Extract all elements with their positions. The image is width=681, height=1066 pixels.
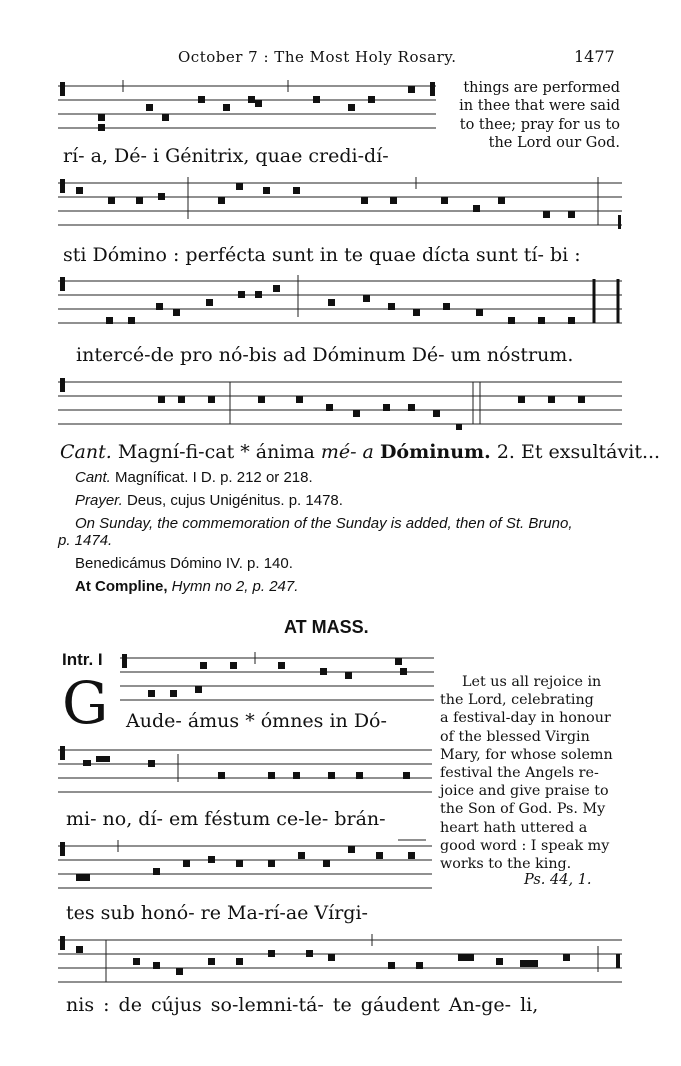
note-line: in thee that were said bbox=[459, 98, 620, 115]
chant-staff-5 bbox=[120, 650, 436, 708]
chant-staff-1 bbox=[58, 78, 438, 140]
canticle-text-italic: mé- a bbox=[320, 441, 374, 463]
translation-note-top bbox=[444, 79, 620, 153]
lyric-line: rí- a, Dé- i Génitrix, quae credi-dí- bbox=[63, 145, 389, 167]
note-line: to thee; pray for us to bbox=[459, 116, 620, 133]
chant-notation bbox=[58, 374, 624, 436]
rubric-label: Prayer. bbox=[75, 492, 123, 509]
para-line: good word : I speak my bbox=[440, 837, 610, 854]
note-line: things are performed bbox=[463, 80, 620, 96]
para-line: festival the Angels re- bbox=[440, 765, 599, 782]
para-line: joice and give praise to bbox=[440, 783, 609, 800]
canticle-text: Magní-fi-cat * ánima bbox=[117, 441, 315, 463]
chant-staff-3 bbox=[58, 273, 624, 335]
chant-notation bbox=[120, 650, 436, 708]
lyric-line: intercé-de pro nó-bis ad Dóminum Dé- um nóstrum. bbox=[76, 344, 574, 366]
para-line: the Lord, celebrating bbox=[440, 692, 594, 709]
para-line: the Son of God. Ps. My bbox=[440, 801, 606, 818]
rubric-text: Magníficat. I D. p. 212 or 218. bbox=[115, 469, 313, 486]
rubric-prayer bbox=[75, 492, 343, 509]
chant-staff-4 bbox=[58, 374, 624, 436]
rubric-benedicamus: Benedicámus Dómino IV. p. 140. bbox=[75, 555, 293, 572]
chant-notation bbox=[58, 273, 624, 335]
rubric-sunday: On Sunday, the commemoration of the Sunday is added, then of St. Bruno, bbox=[75, 515, 573, 532]
chant-staff-8 bbox=[58, 932, 624, 992]
lyric-line: tes sub honó- re Ma-rí-ae Vírgi- bbox=[66, 902, 368, 924]
translation-paragraph bbox=[440, 673, 622, 873]
para-line: Mary, for whose solemn bbox=[440, 746, 613, 763]
canticle-verse: 2. Et exsultávit... bbox=[496, 441, 661, 463]
para-line: Let us all rejoice in bbox=[462, 674, 602, 690]
chant-notation bbox=[58, 932, 624, 992]
chant-notation bbox=[58, 175, 624, 237]
rubric-label: At Compline, bbox=[75, 578, 168, 595]
introit-label: Intr. I bbox=[62, 650, 103, 669]
rubric-compline bbox=[75, 578, 298, 595]
canticle-line bbox=[60, 441, 660, 463]
lyric-line: Aude- ámus * ómnes in Dó- bbox=[126, 710, 387, 732]
para-line: of the blessed Virgin bbox=[440, 728, 590, 745]
chant-notation bbox=[58, 838, 434, 898]
drop-capital: G bbox=[62, 669, 109, 737]
para-line: heart hath uttered a bbox=[440, 819, 588, 836]
para-line: works to the king. bbox=[440, 856, 572, 873]
running-header: October 7 : The Most Holy Rosary. bbox=[178, 48, 457, 66]
canticle-label: Cant. bbox=[60, 441, 112, 463]
lyric-line: sti Dómino : perfécta sunt in te quae dícta sunt tí- bi : bbox=[63, 244, 581, 266]
chant-staff-6 bbox=[58, 742, 434, 802]
para-line: a festival-day in honour bbox=[440, 710, 611, 727]
lyric-line: nis : de cújus so-lemni-tá- te gáudent An-ge- li, bbox=[66, 994, 539, 1016]
rubric-text: Deus, cujus Unigénitus. p. 1478. bbox=[126, 492, 343, 509]
chant-staff-2 bbox=[58, 175, 624, 237]
rubric-text: Hymn no 2, p. 247. bbox=[171, 578, 299, 595]
page-number: 1477 bbox=[574, 47, 615, 66]
rubric-magnificat bbox=[75, 469, 313, 486]
chant-notation bbox=[58, 742, 434, 802]
canticle-text-bold: Dóminum. bbox=[379, 441, 491, 463]
chant-notation bbox=[58, 78, 438, 140]
lyric-line: mi- no, dí- em féstum ce-le- brán- bbox=[66, 808, 386, 830]
note-line: the Lord our God. bbox=[488, 135, 620, 152]
rubric-sunday-page: p. 1474. bbox=[58, 532, 113, 549]
chant-staff-7 bbox=[58, 838, 434, 898]
section-heading: AT MASS. bbox=[284, 617, 369, 637]
psalm-reference: Ps. 44, 1. bbox=[524, 872, 592, 888]
rubric-label: Cant. bbox=[75, 469, 111, 486]
